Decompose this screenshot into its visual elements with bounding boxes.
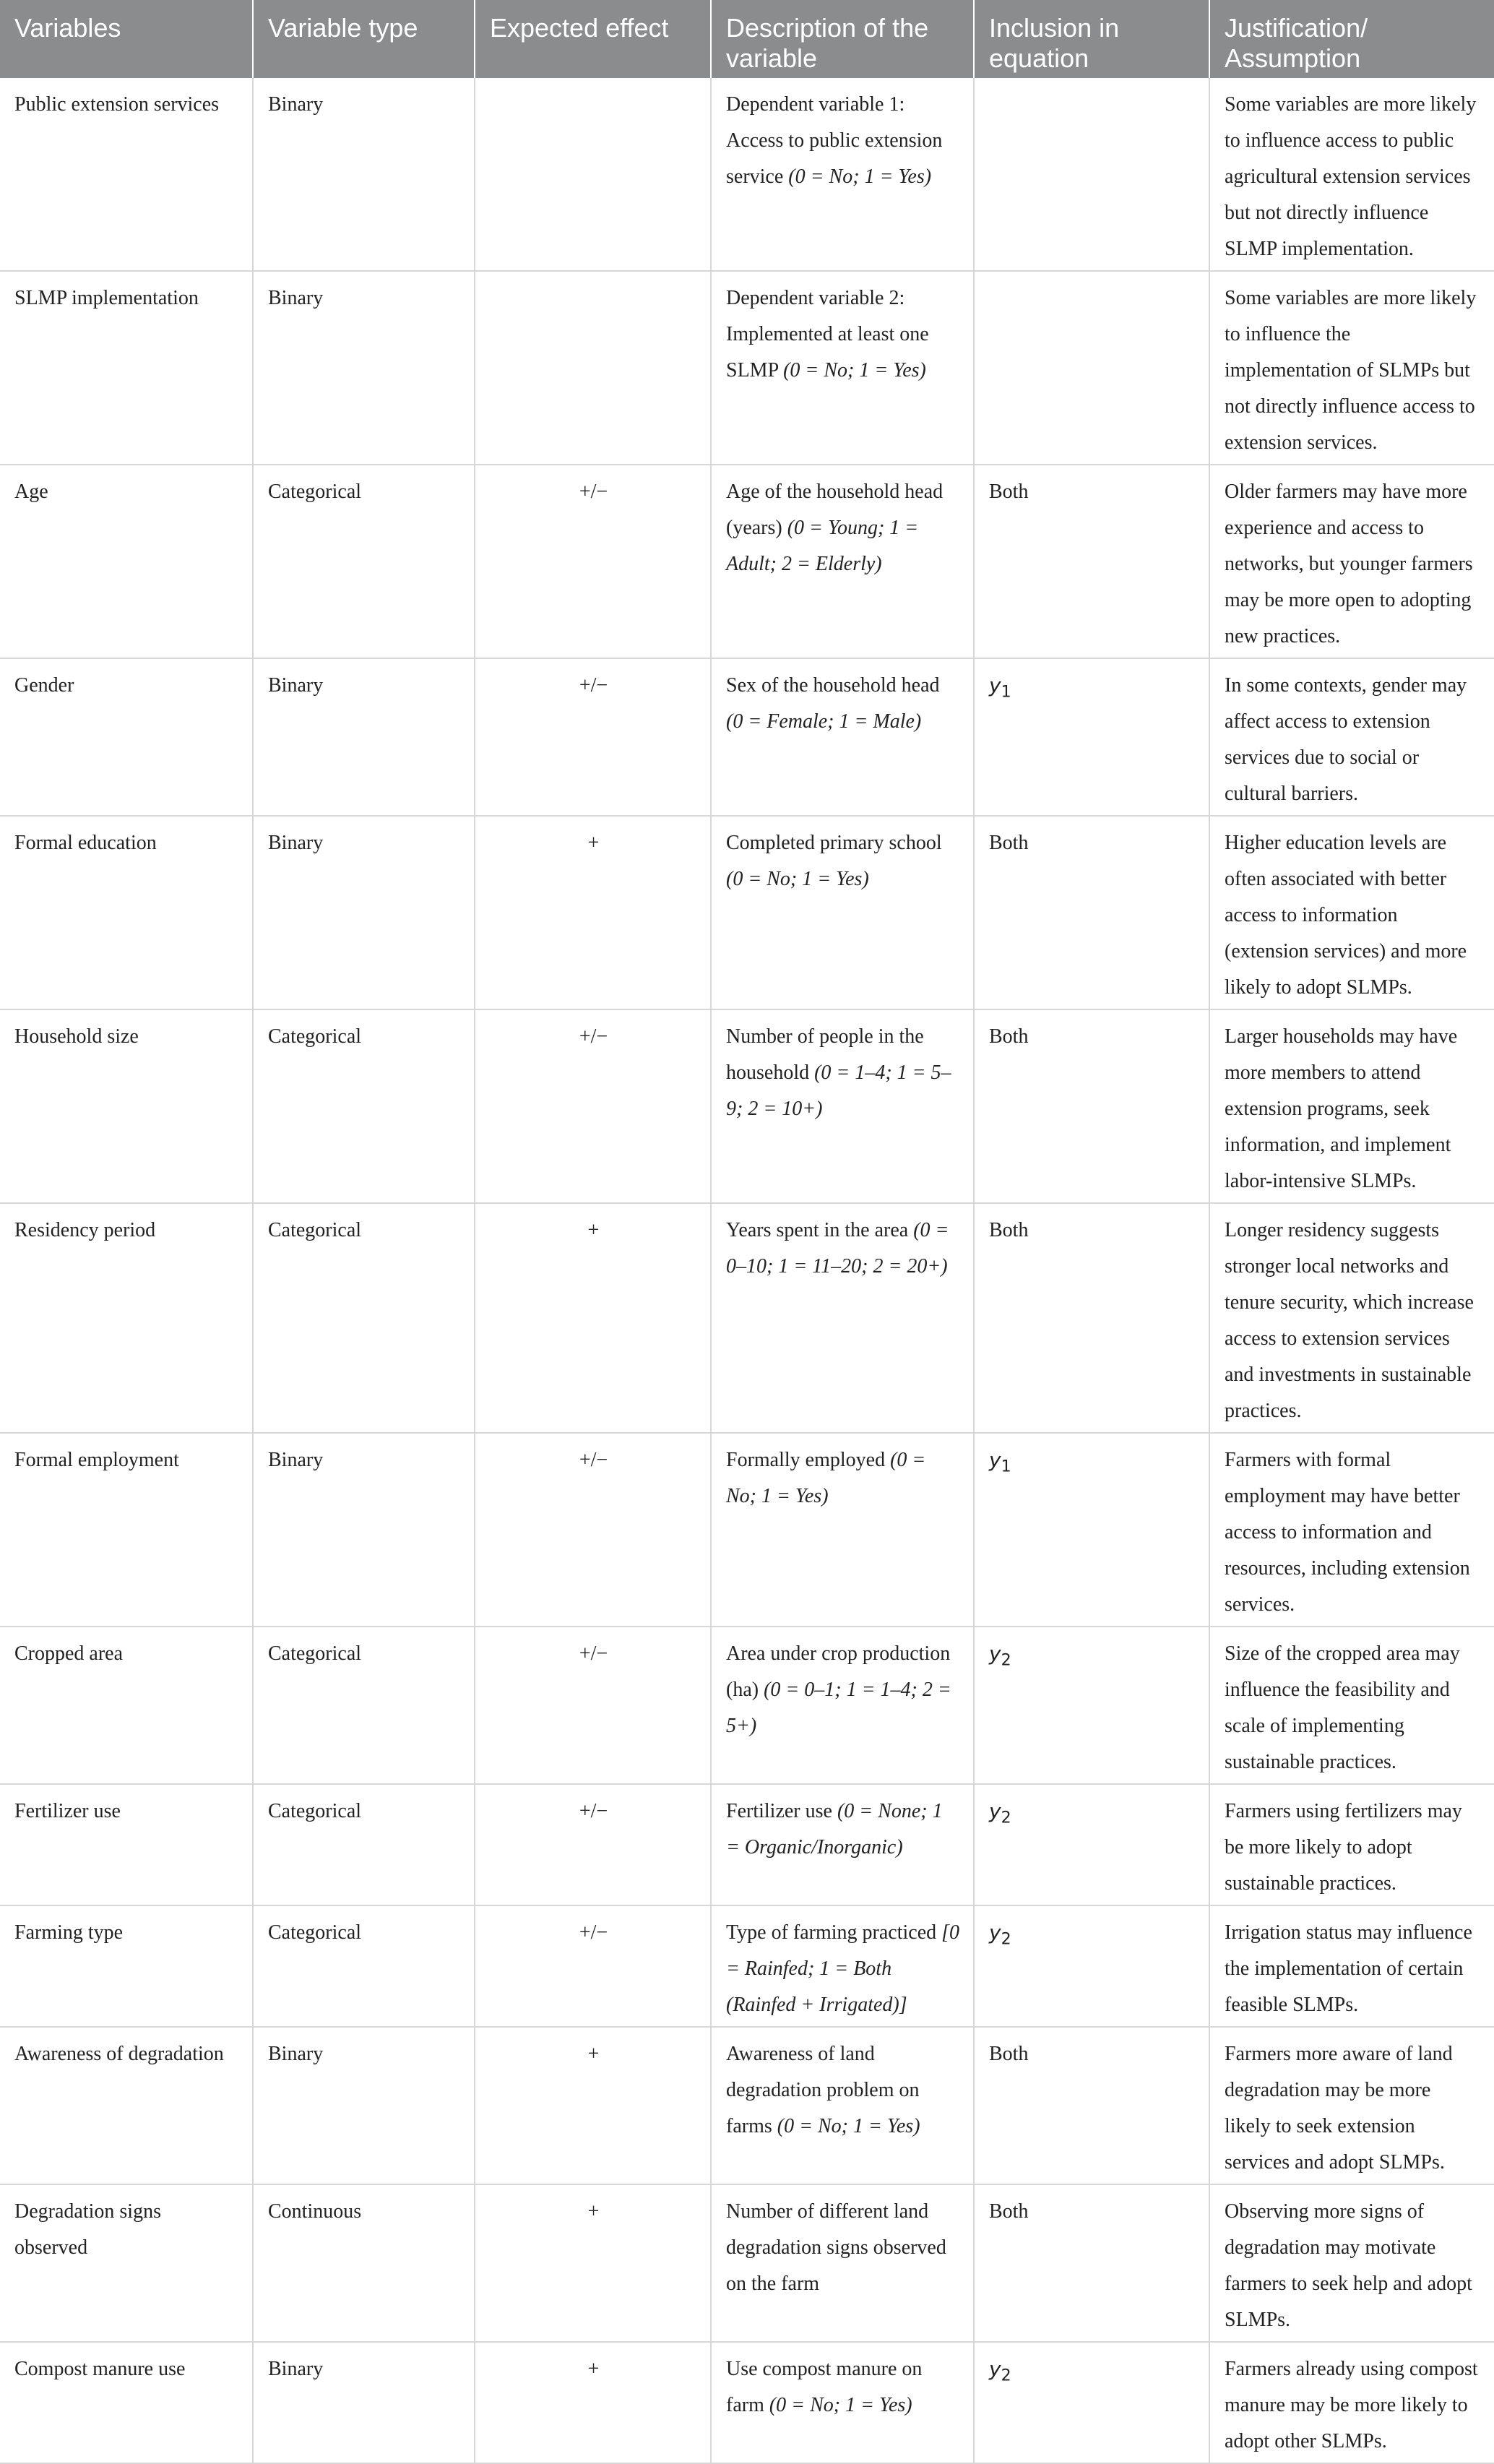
cell-effect: [475, 271, 711, 465]
cell-variable: Public extension services: [0, 78, 253, 271]
cell-effect: +: [475, 2342, 711, 2463]
cell-description: [711, 2342, 974, 2463]
equation-symbol: $y_2$: [989, 1921, 1011, 1949]
cell-description: [711, 1905, 974, 2027]
cell-justification: Some variables are more likely to influence the implementation of SLMPs but not directly influence access to extension services.: [1209, 271, 1494, 465]
cell-justification: Farmers with formal employment may have better access to information and resources, including extension services.: [1209, 1433, 1494, 1627]
description-text: Awareness of land degradation problem on farms: [726, 2043, 920, 2137]
cell-justification: Higher education levels are often associated with better access to information (extension services) and more likely to adopt SLMPs.: [1209, 816, 1494, 1009]
table-row: [0, 78, 1494, 271]
cell-description: [711, 658, 974, 816]
cell-type: Binary: [253, 271, 475, 465]
cell-variable: Age: [0, 465, 253, 658]
description-text: Dependent variable 1: Access to public extension service: [726, 93, 943, 188]
cell-description: [711, 78, 974, 271]
cell-inclusion: [974, 1433, 1209, 1627]
cell-effect: +/−: [475, 1784, 711, 1905]
cell-justification: Some variables are more likely to influence access to public agricultural extension services but not directly influence SLMP implementation.: [1209, 78, 1494, 271]
cell-description: [711, 2027, 974, 2184]
table-row: [0, 658, 1494, 816]
header-variable-type: Variable type: [253, 0, 475, 78]
cell-type: Binary: [253, 2027, 475, 2184]
cell-justification: Farmers already using compost manure may be more likely to adopt other SLMPs.: [1209, 2342, 1494, 2463]
description-coding: (0 = None; 1 = Organic/Inorganic): [726, 1800, 943, 1858]
description-text: Dependent variable 2: Implemented at least one SLMP: [726, 287, 929, 382]
cell-effect: +/−: [475, 1905, 711, 2027]
description-text: Area under crop production (ha): [726, 1642, 951, 1701]
table-row: [0, 1203, 1494, 1433]
cell-inclusion: Both: [974, 816, 1209, 1009]
cell-variable: Household size: [0, 1009, 253, 1203]
cell-description: [711, 2184, 974, 2342]
description-coding: (0 = No; 1 = Yes): [788, 165, 932, 188]
description-coding: [0 = Rainfed; 1 = Both (Rainfed + Irrigated)]: [726, 1921, 960, 2016]
cell-justification: Irrigation status may influence the implementation of certain feasible SLMPs.: [1209, 1905, 1494, 2027]
cell-variable: Compost manure use: [0, 2342, 253, 2463]
cell-type: Categorical: [253, 1784, 475, 1905]
cell-inclusion: Both: [974, 2027, 1209, 2184]
cell-variable: Formal employment: [0, 1433, 253, 1627]
cell-type: Binary: [253, 78, 475, 271]
cell-justification: Farmers more aware of land degradation may be more likely to seek extension services and adopt SLMPs.: [1209, 2027, 1494, 2184]
description-text: Number of different land degradation signs observed on the farm: [726, 2200, 946, 2295]
cell-justification: Larger households may have more members to attend extension programs, seek information, and implement labor-intensive SLMPs.: [1209, 1009, 1494, 1203]
cell-type: Binary: [253, 816, 475, 1009]
header-description: Description of the variable: [711, 0, 974, 78]
cell-justification: Size of the cropped area may influence the feasibility and scale of implementing sustainable practices.: [1209, 1627, 1494, 1784]
cell-effect: +/−: [475, 1009, 711, 1203]
equation-symbol: $y_1$: [989, 1448, 1011, 1476]
table-row: [0, 1784, 1494, 1905]
cell-inclusion: [974, 658, 1209, 816]
cell-justification: Observing more signs of degradation may motivate farmers to seek help and adopt SLMPs.: [1209, 2184, 1494, 2342]
cell-variable: SLMP implementation: [0, 271, 253, 465]
cell-type: Categorical: [253, 1009, 475, 1203]
cell-type: Binary: [253, 1433, 475, 1627]
cell-inclusion: [974, 1905, 1209, 2027]
table-row: [0, 1627, 1494, 1784]
cell-inclusion: [974, 1784, 1209, 1905]
description-coding: (0 = 1–4; 1 = 5–9; 2 = 10+): [726, 1061, 951, 1120]
cell-effect: +/−: [475, 1627, 711, 1784]
description-text: Formally employed: [726, 1449, 891, 1471]
cell-type: Binary: [253, 2342, 475, 2463]
cell-inclusion: Both: [974, 1009, 1209, 1203]
cell-effect: +: [475, 816, 711, 1009]
description-coding: (0 = No; 1 = Yes): [783, 359, 926, 382]
description-coding: (0 = No; 1 = Yes): [726, 1449, 926, 1507]
cell-description: [711, 1627, 974, 1784]
table-row: [0, 1009, 1494, 1203]
cell-inclusion: [974, 78, 1209, 271]
cell-justification: Older farmers may have more experience and access to networks, but younger farmers may be more open to adopting new practices.: [1209, 465, 1494, 658]
cell-description: [711, 1009, 974, 1203]
cell-type: Categorical: [253, 1905, 475, 2027]
cell-type: Categorical: [253, 1203, 475, 1433]
cell-type: Continuous: [253, 2184, 475, 2342]
cell-variable: Gender: [0, 658, 253, 816]
cell-inclusion: Both: [974, 1203, 1209, 1433]
description-text: Use compost manure on farm: [726, 2358, 923, 2416]
cell-effect: +: [475, 2027, 711, 2184]
table-row: [0, 2342, 1494, 2463]
equation-symbol: $y_2$: [989, 2357, 1011, 2385]
header-justification: Justification/ Assumption: [1209, 0, 1494, 78]
description-coding: (0 = 0–1; 1 = 1–4; 2 = 5+): [726, 1679, 951, 1737]
table-row: [0, 2027, 1494, 2184]
description-coding: (0 = Female; 1 = Male): [726, 710, 922, 733]
cell-inclusion: [974, 1627, 1209, 1784]
cell-type: Binary: [253, 658, 475, 816]
cell-description: [711, 1784, 974, 1905]
description-coding: (0 = Young; 1 = Adult; 2 = Elderly): [726, 517, 919, 575]
cell-variable: Fertilizer use: [0, 1784, 253, 1905]
header-variables: Variables: [0, 0, 253, 78]
cell-variable: Formal education: [0, 816, 253, 1009]
description-text: Completed primary school: [726, 832, 942, 854]
cell-effect: +: [475, 1203, 711, 1433]
table-row: [0, 465, 1494, 658]
cell-effect: +/−: [475, 465, 711, 658]
cell-variable: Cropped area: [0, 1627, 253, 1784]
table-row: [0, 1905, 1494, 2027]
table-row: [0, 816, 1494, 1009]
cell-variable: Farming type: [0, 1905, 253, 2027]
equation-symbol: $y_1$: [989, 673, 1011, 702]
description-coding: (0 = No; 1 = Yes): [777, 2115, 920, 2137]
cell-justification: Farmers using fertilizers may be more likely to adopt sustainable practices.: [1209, 1784, 1494, 1905]
description-coding: (0 = No; 1 = Yes): [726, 868, 869, 890]
description-text: Type of farming practiced: [726, 1921, 942, 1944]
header-inclusion: Inclusion in equation: [974, 0, 1209, 78]
cell-variable: Awareness of degradation: [0, 2027, 253, 2184]
cell-effect: +/−: [475, 658, 711, 816]
description-coding: (0 = No; 1 = Yes): [769, 2394, 912, 2416]
cell-description: [711, 1433, 974, 1627]
cell-inclusion: Both: [974, 465, 1209, 658]
cell-inclusion: [974, 2342, 1209, 2463]
header-row: [0, 0, 1494, 78]
description-text: Sex of the household head: [726, 674, 940, 697]
description-text: Number of people in the household: [726, 1025, 924, 1084]
cell-effect: +/−: [475, 1433, 711, 1627]
cell-type: Categorical: [253, 1627, 475, 1784]
description-text: Fertilizer use: [726, 1800, 837, 1822]
cell-effect: [475, 78, 711, 271]
cell-description: [711, 271, 974, 465]
cell-justification: Longer residency suggests stronger local networks and tenure security, which increase access to extension services and investments in sustainable practices.: [1209, 1203, 1494, 1433]
cell-justification: In some contexts, gender may affect access to extension services due to social or cultural barriers.: [1209, 658, 1494, 816]
description-text: Years spent in the area: [726, 1219, 914, 1241]
cell-variable: Degradation signs observed: [0, 2184, 253, 2342]
table-row: [0, 271, 1494, 465]
table-row: [0, 1433, 1494, 1627]
description-coding: (0 = 0–10; 1 = 11–20; 2 = 20+): [726, 1219, 949, 1278]
table-row: [0, 2184, 1494, 2342]
cell-effect: +: [475, 2184, 711, 2342]
equation-symbol: $y_2$: [989, 1799, 1011, 1827]
description-text: Age of the household head (years): [726, 481, 944, 539]
header-expected-effect: Expected effect: [475, 0, 711, 78]
cell-description: [711, 465, 974, 658]
equation-symbol: $y_2$: [989, 1642, 1011, 1670]
cell-type: Categorical: [253, 465, 475, 658]
cell-description: [711, 816, 974, 1009]
cell-description: [711, 1203, 974, 1433]
cell-inclusion: Both: [974, 2184, 1209, 2342]
cell-variable: Residency period: [0, 1203, 253, 1433]
cell-inclusion: [974, 271, 1209, 465]
